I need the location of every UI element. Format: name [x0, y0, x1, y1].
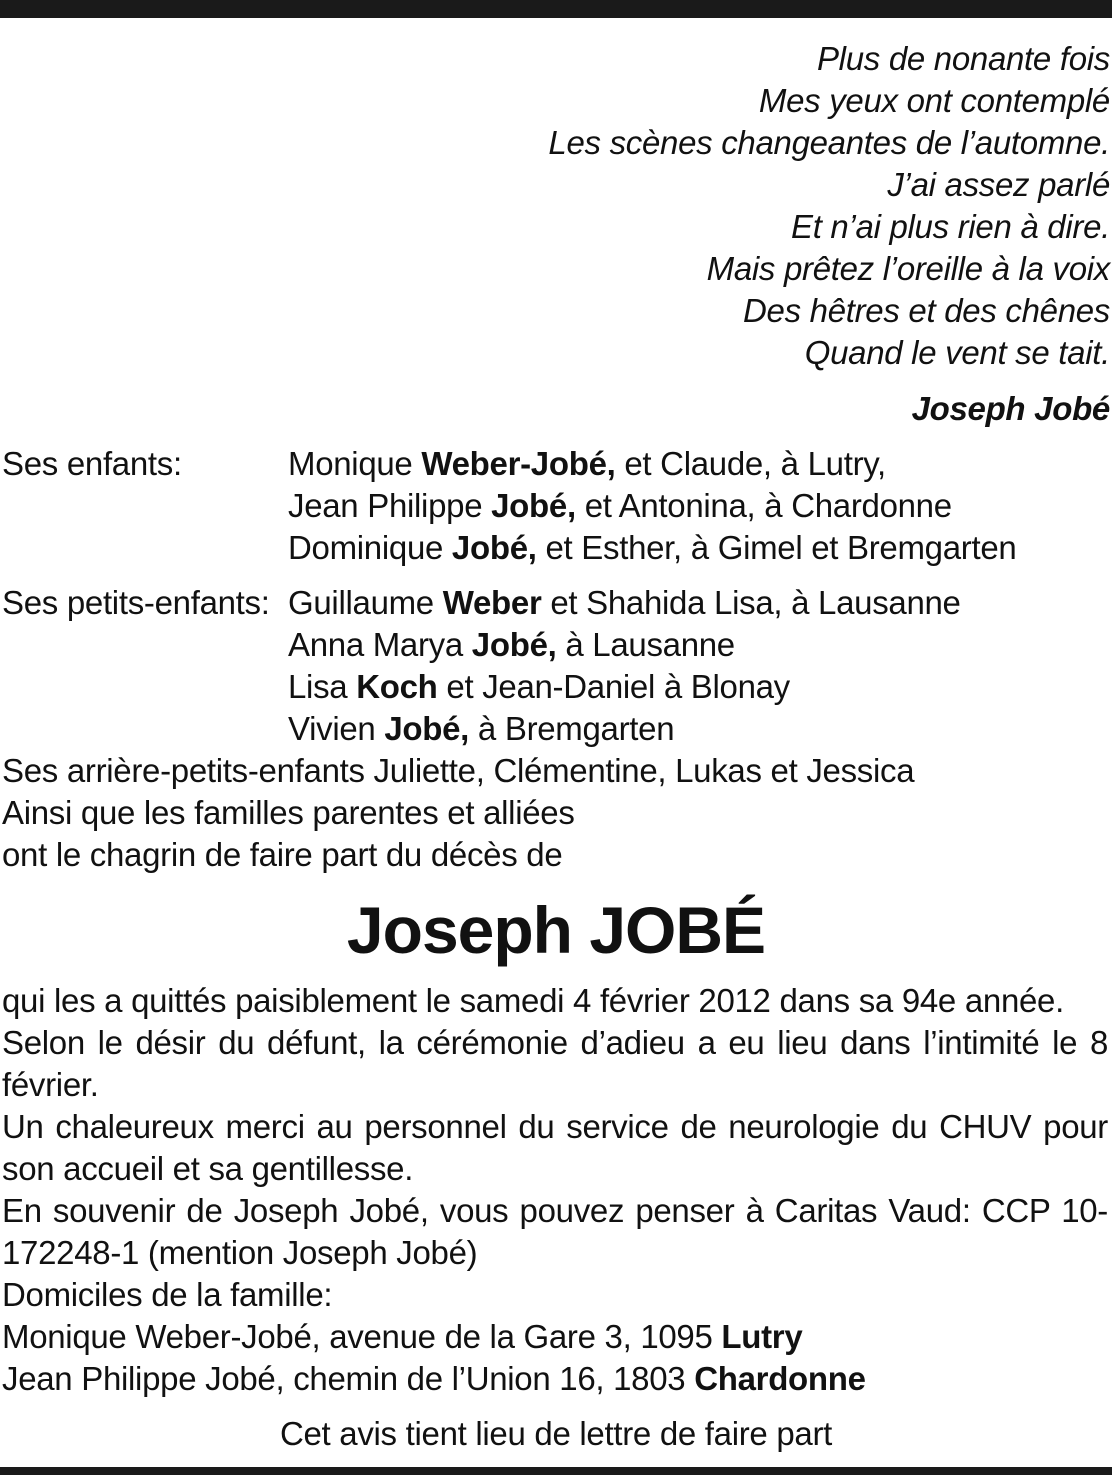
poem-line: Des hêtres et des chênes	[742, 292, 1110, 329]
poem-author: Joseph Jobé	[911, 390, 1110, 427]
grandchild-entry: Anna Marya Jobé, à Lausanne	[288, 626, 735, 663]
bottom-border-rule	[0, 1467, 1112, 1475]
donation-paragraph: En souvenir de Joseph Jobé, vous pouvez penser à Caritas Vaud: CCP 10-172248-1 (mention Joseph Jobé)	[2, 1192, 1108, 1271]
great-grandchildren-line: Ses arrière-petits-enfants Juliette, Clémentine, Lukas et Jessica	[2, 752, 915, 789]
deceased-name: Joseph JOBÉ	[346, 893, 766, 967]
poem-line: J’ai assez parlé	[887, 166, 1110, 203]
announcement-line: ont le chagrin de faire part du décès de	[2, 836, 563, 873]
grandchildren-label: Ses petits-enfants:	[2, 584, 270, 621]
relatives-line: Ainsi que les familles parentes et alliées	[2, 794, 575, 831]
poem-line: Mais prêtez l’oreille à la voix	[706, 250, 1110, 287]
children-label: Ses enfants:	[2, 445, 182, 482]
domiciles-label: Domiciles de la famille:	[2, 1276, 333, 1313]
grandchild-entry: Guillaume Weber et Shahida Lisa, à Lausanne	[288, 584, 961, 621]
grandchild-entry: Vivien Jobé, à Bremgarten	[288, 710, 675, 747]
top-border-rule	[0, 0, 1112, 18]
grandchild-entry: Lisa Koch et Jean-Daniel à Blonay	[288, 668, 790, 705]
notice-line: Cet avis tient lieu de lettre de faire part	[279, 1415, 833, 1452]
poem	[548, 38, 1110, 374]
child-entry: Jean Philippe Jobé, et Antonina, à Chardonne	[288, 487, 952, 524]
thanks-paragraph: Un chaleureux merci au personnel du service de neurologie du CHUV pour son accueil et sa gentillesse.	[2, 1108, 1108, 1187]
passing-paragraph: qui les a quittés paisiblement le samedi 4 février 2012 dans sa 94e année.	[2, 982, 1064, 1019]
grandchildren-section	[2, 582, 961, 750]
poem-line: Les scènes changeantes de l’automne.	[548, 124, 1110, 161]
poem-line: Et n’ai plus rien à dire.	[790, 208, 1110, 245]
children-section	[2, 443, 1016, 569]
family-closing	[2, 750, 914, 876]
poem-line: Plus de nonante fois	[816, 40, 1110, 77]
domicile-address: Monique Weber-Jobé, avenue de la Gare 3, 1095 Lutry	[2, 1318, 803, 1355]
poem-line: Quand le vent se tait.	[804, 334, 1110, 371]
child-entry: Monique Weber-Jobé, et Claude, à Lutry,	[288, 445, 886, 482]
child-entry: Dominique Jobé, et Esther, à Gimel et Bremgarten	[288, 529, 1017, 566]
domicile-address: Jean Philippe Jobé, chemin de l’Union 16, 1803 Chardonne	[2, 1360, 866, 1397]
poem-line: Mes yeux ont contemplé	[758, 82, 1110, 119]
ceremony-paragraph: Selon le désir du défunt, la cérémonie d’adieu a eu lieu dans l’intimité le 8 février.	[2, 1024, 1108, 1103]
obituary-body	[2, 980, 1108, 1400]
